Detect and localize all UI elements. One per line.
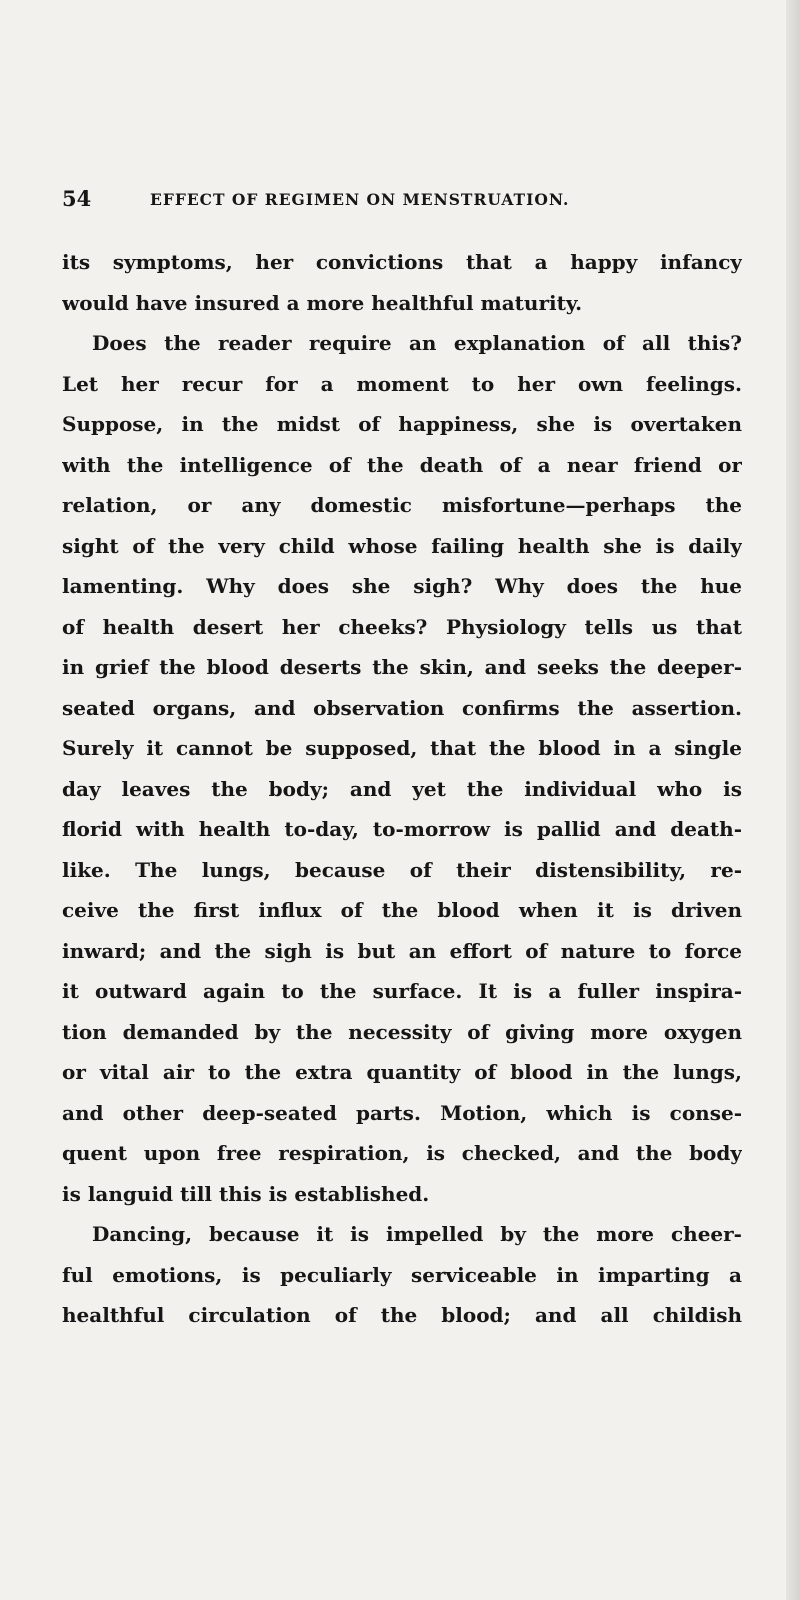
text-line: Dancing, because it is impelled by the more cheer- [92,1222,742,1246]
text-line: tion demanded by the necessity of giving more oxygen [62,1019,742,1044]
text-line: ful emotions, is peculiarly serviceable in imparting a [62,1262,742,1287]
text-line: of health desert her cheeks? Physiology tells us that [62,614,742,639]
text-line: would have insured a more healthful maturity. [62,290,583,315]
page-edge [786,0,800,1600]
text-line: inward; and the sigh is but an effort of nature to force [62,938,742,963]
text-line: ceive the first influx of the blood when it is driven [62,898,742,922]
text-line: or vital air to the extra quantity of blood in the lungs, [62,1060,742,1084]
text-line: Does the reader require an explanation of all this? [92,331,742,355]
text-line: its symptoms, her convictions that a happy infancy [62,250,742,274]
text-line: quent upon free respiration, is checked, and the body [62,1141,742,1165]
text-line: Let her recur for a moment to her own feelings. [62,371,742,396]
text-line: in grief the blood deserts the skin, and seeks the deeper- [62,655,742,679]
text-line: it outward again to the surface. It is a fuller inspira- [62,979,742,1003]
text-line: sight of the very child whose failing health she is daily [62,533,742,558]
text-line: with the intelligence of the death of a near friend or [62,452,742,477]
text-line: relation, or any domestic misfortune—perhaps the [62,493,742,517]
text-line: florid with health to-day, to-morrow is pallid and death- [62,817,742,841]
text-line: day leaves the body; and yet the individual who is [62,776,742,801]
text-line: healthful circulation of the blood; and all childish [62,1303,742,1327]
body-text [62,242,742,1336]
page-number: 54 [62,186,92,211]
text-line: like. The lungs, because of their distensibility, re- [62,857,742,882]
page-header [62,186,742,212]
text-line: seated organs, and observation confirms the assertion. [62,695,742,720]
text-line: lamenting. Why does she sigh? Why does the hue [62,574,742,598]
running-head: EFFECT OF REGIMEN ON MENSTRUATION. [150,190,570,209]
text-line: is languid till this is established. [62,1181,430,1206]
text-line: Suppose, in the midst of happiness, she is overtaken [62,412,742,436]
text-line: and other deep-seated parts. Motion, which is conse- [62,1100,742,1125]
text-line: Surely it cannot be supposed, that the blood in a single [62,736,742,760]
